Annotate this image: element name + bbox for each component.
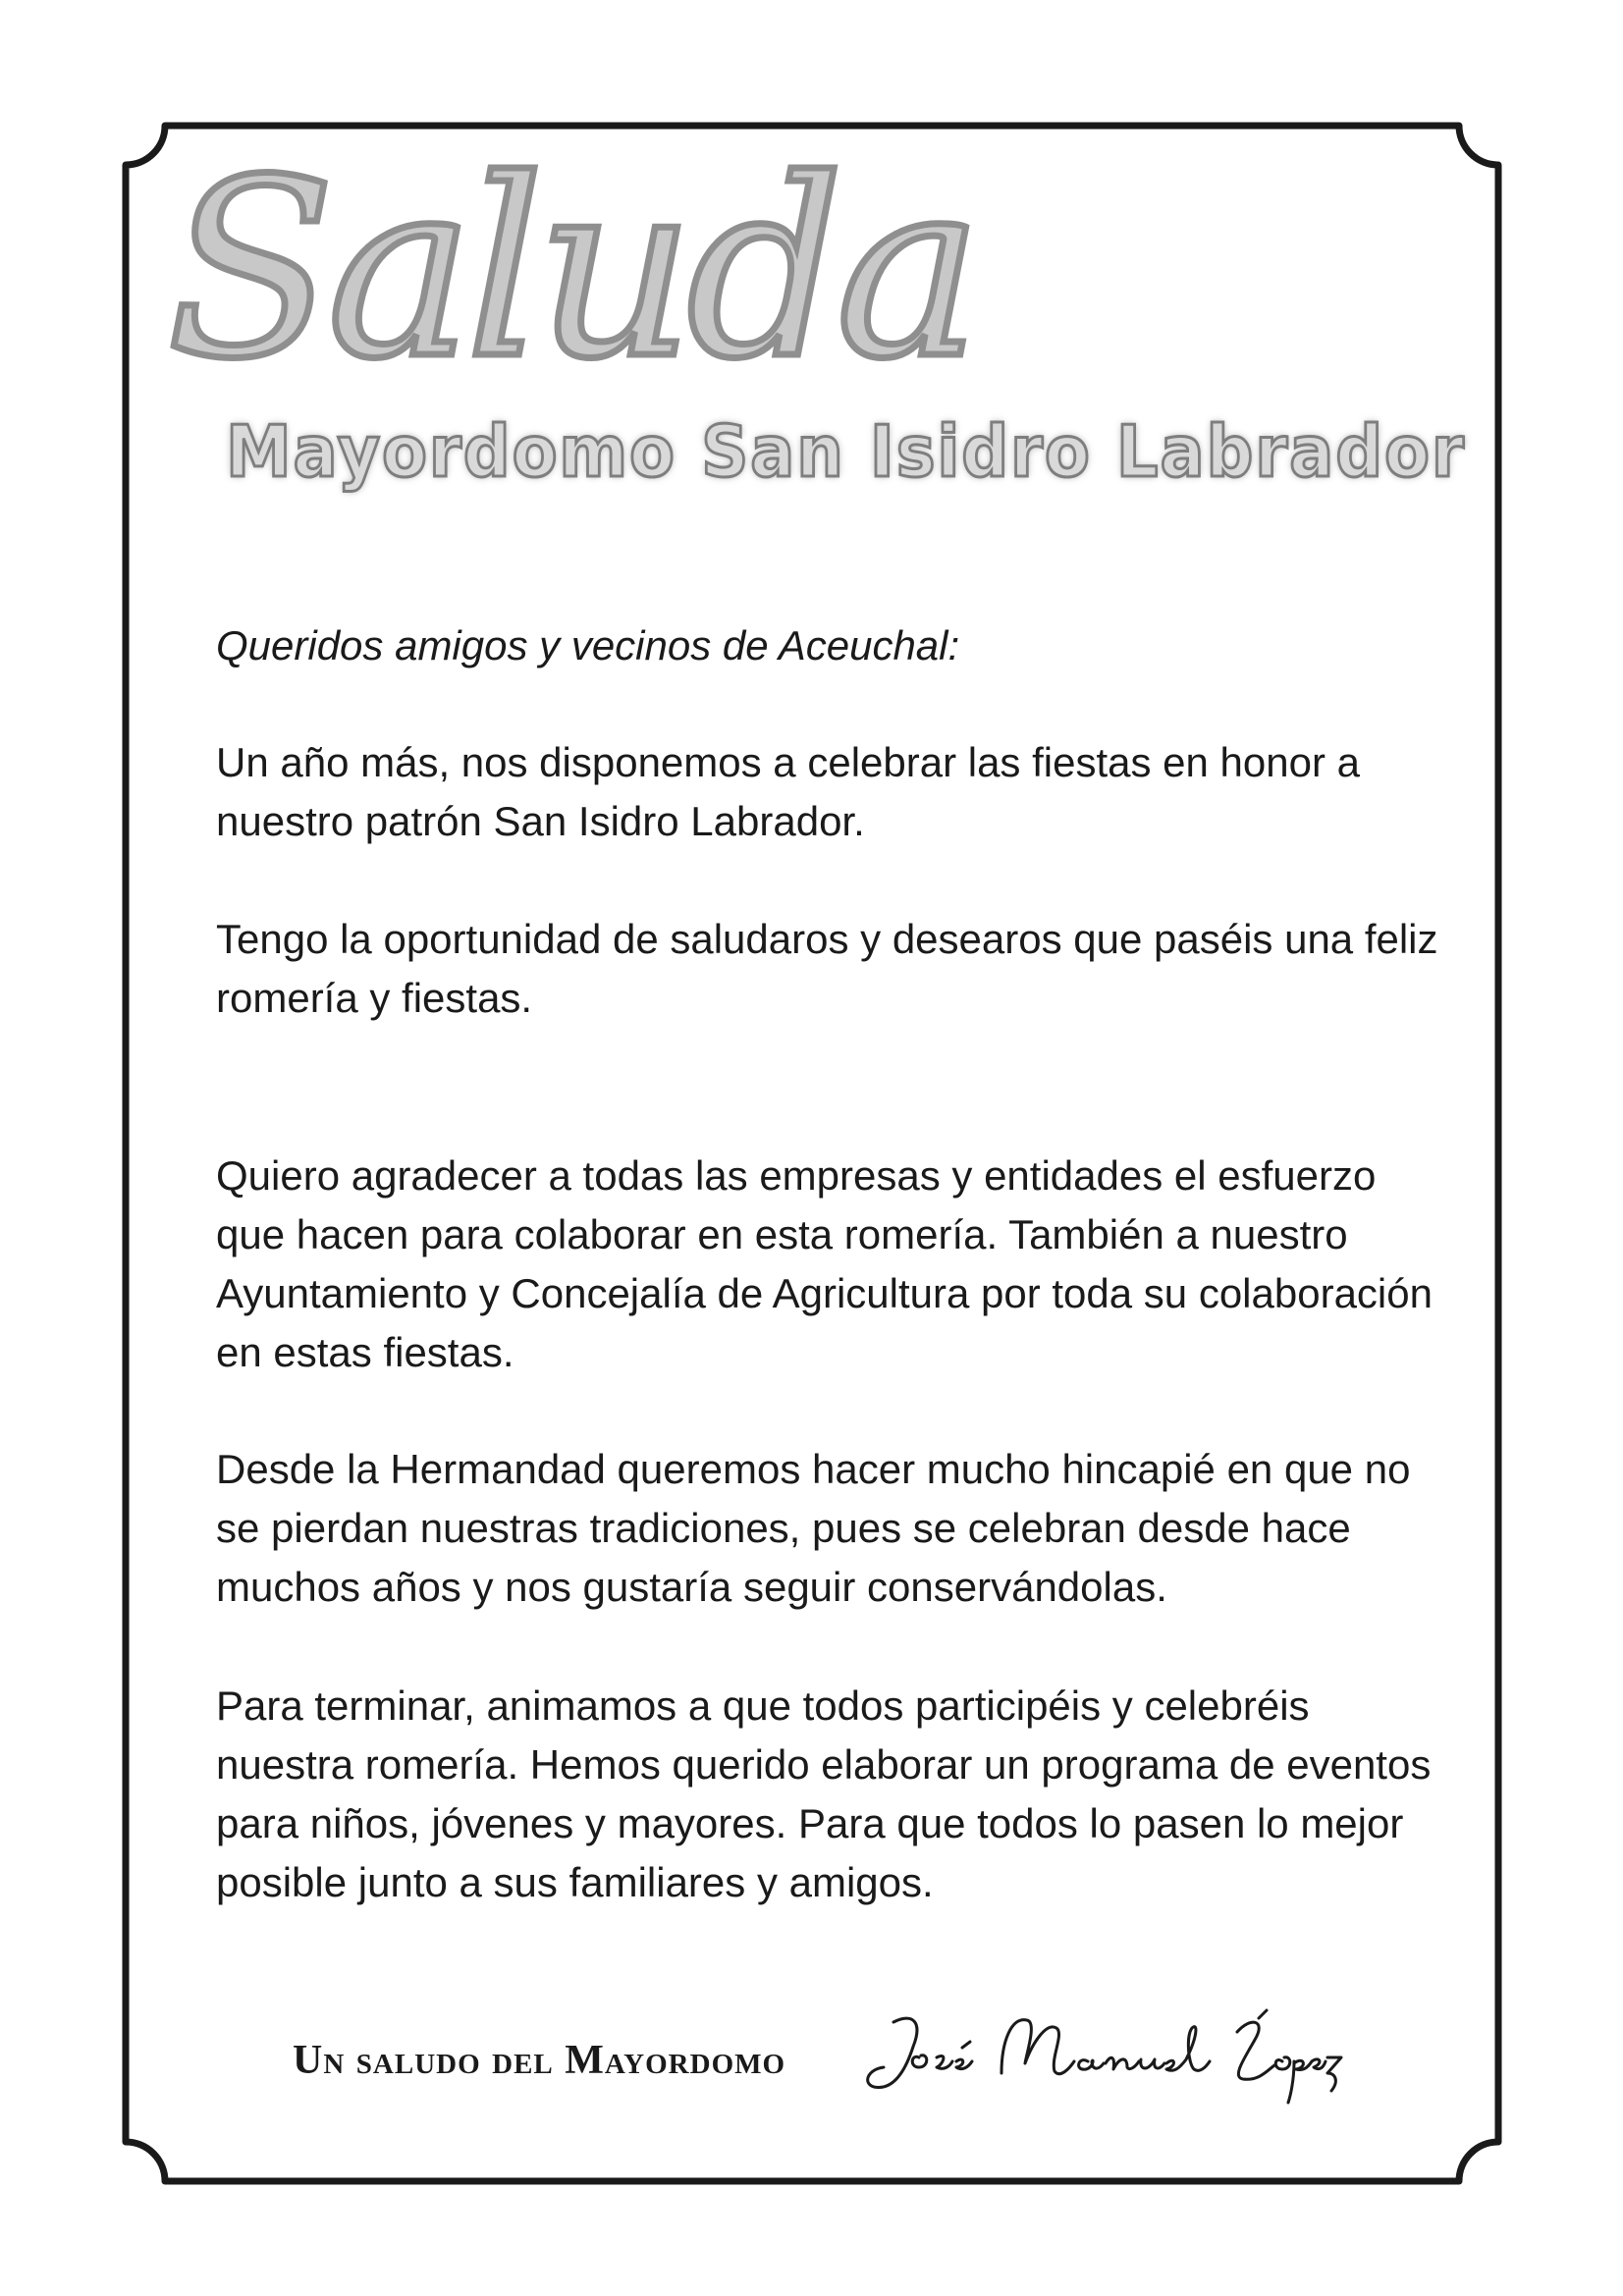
mayordomo-subtitle: Mayordomo San Isidro Labrador	[226, 410, 1466, 493]
letter-paragraph: Desde la Hermandad queremos hacer mucho hincapié en que no se pierdan nuestras tradiciones, pues se celebran desde hace muchos años y nos gustaría seguir conservándolas.	[216, 1446, 1411, 1610]
letter-paragraph: Quiero agradecer a todas las empresas y entidades el esfuerzo que hacen para colaborar en esta romería. También a nuestro Ayuntamiento y Concejalía de Agricultura por toda su colaboración en estas fiestas.	[216, 1152, 1433, 1375]
letter-paragraph: Un año más, nos disponemos a celebrar las fiestas en honor a nuestro patrón San Isidro Labrador.	[216, 739, 1360, 844]
handwritten-signature	[854, 1993, 1345, 2110]
saluda-heading: Saluda	[167, 127, 975, 412]
letter-greeting: Queridos amigos y vecinos de Aceuchal:	[216, 622, 960, 668]
signoff-text: Un saludo del Mayordomo	[293, 2038, 786, 2083]
letter-paragraph: Para terminar, animamos a que todos participéis y celebréis nuestra romería. Hemos querido elaborar un programa de eventos para niños, jóvenes y mayores. Para que todos lo pasen lo mejor posible junto a sus familiares y amigos.	[216, 1682, 1432, 1905]
letter-paragraph: Tengo la oportunidad de saludaros y desearos que paséis una feliz romería y fiestas.	[216, 916, 1438, 1021]
